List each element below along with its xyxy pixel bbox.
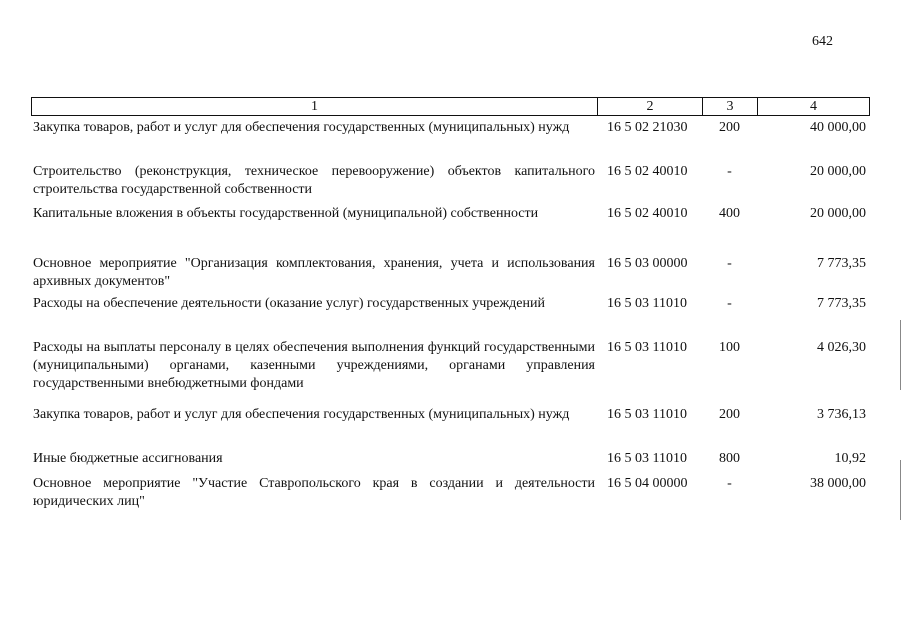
row-type: -	[727, 164, 732, 179]
row-name: Строительство (реконструкция, техническое перевооружение) объектов капитального строительства государственной собственности	[33, 164, 595, 197]
row-code: 16 5 02 40010	[607, 206, 688, 221]
row-type: 800	[719, 451, 740, 466]
row-type: 200	[719, 407, 740, 422]
row-type: 400	[719, 206, 740, 221]
row-name: Основное мероприятие "Участие Ставропольского края в создании и деятельности юридических лиц"	[33, 476, 595, 509]
header-col-2: 2	[598, 98, 703, 115]
row-type: -	[727, 476, 732, 491]
row-amount: 7 773,35	[817, 256, 866, 271]
row-amount: 40 000,00	[810, 120, 866, 135]
row-name: Расходы на выплаты персоналу в целях обеспечения выполнения функций государственными (муниципальными) органами, казенными учреждениями, органами управления государственными внебюджетными фондами	[33, 340, 595, 391]
row-amount: 20 000,00	[810, 206, 866, 221]
page-number: 642	[812, 34, 833, 49]
row-name: Капитальные вложения в объекты государственной (муниципальной) собственности	[33, 206, 539, 221]
row-type: 200	[719, 120, 740, 135]
row-type: -	[727, 256, 732, 271]
row-name: Закупка товаров, работ и услуг для обеспечения государственных (муниципальных) нужд	[33, 120, 570, 135]
row-name: Иные бюджетные ассигнования	[33, 451, 223, 466]
row-code: 16 5 03 00000	[607, 256, 688, 271]
row-amount: 7 773,35	[817, 296, 866, 311]
row-type: 100	[719, 340, 740, 355]
table-header	[31, 97, 870, 116]
row-code: 16 5 03 11010	[607, 451, 687, 466]
row-code: 16 5 02 40010	[607, 164, 688, 179]
row-name: Расходы на обеспечение деятельности (оказание услуг) государственных учреждений	[33, 296, 545, 311]
row-amount: 38 000,00	[810, 476, 866, 491]
scan-edge-mark	[900, 320, 901, 390]
row-code: 16 5 04 00000	[607, 476, 688, 491]
row-code: 16 5 03 11010	[607, 296, 687, 311]
header-col-3: 3	[703, 98, 758, 115]
row-code: 16 5 03 11010	[607, 340, 687, 355]
scan-edge-mark	[900, 460, 901, 520]
row-amount: 10,92	[834, 451, 866, 466]
row-amount: 3 736,13	[817, 407, 866, 422]
row-amount: 20 000,00	[810, 164, 866, 179]
row-amount: 4 026,30	[817, 340, 866, 355]
row-name: Закупка товаров, работ и услуг для обеспечения государственных (муниципальных) нужд	[33, 407, 570, 422]
row-code: 16 5 03 11010	[607, 407, 687, 422]
row-code: 16 5 02 21030	[607, 120, 688, 135]
row-type: -	[727, 296, 732, 311]
row-name: Основное мероприятие "Организация комплектования, хранения, учета и использования архивных документов"	[33, 256, 595, 289]
header-col-1: 1	[32, 98, 598, 115]
header-col-4: 4	[810, 99, 817, 114]
